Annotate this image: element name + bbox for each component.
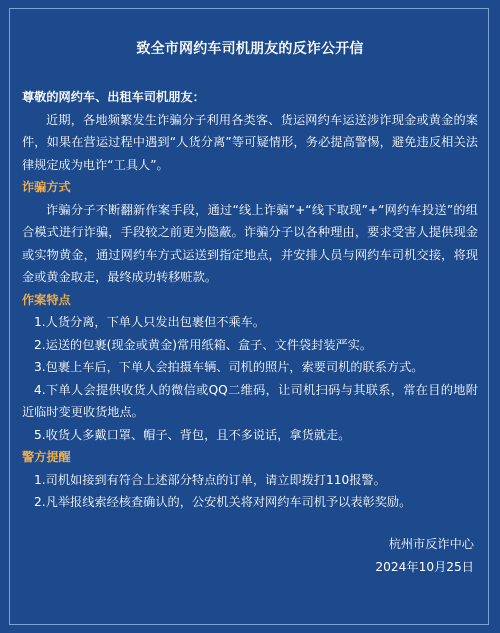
signature-org: 杭州市反诈中心 (388, 537, 474, 551)
reminder-item: 2.凡举报线索经核查确认的，公安机关将对网约车司机予以表彰奖励。 (34, 495, 412, 509)
letter-body (22, 86, 478, 514)
page-title: 致全市网约车司机朋友的反诈公开信 (136, 41, 364, 57)
feature-item: 3.包裹上车后，下单人会拍摄车辆、司机的照片，索要司机的联系方式。 (34, 360, 424, 374)
greeting: 尊敬的网约车、出租车司机朋友： (22, 90, 205, 104)
reminder-item: 1.司机如接到有符合上述部分特点的订单，请立即拨打110报警。 (34, 472, 386, 487)
section-heading-crime-features: 作案特点 (22, 292, 71, 307)
feature-item: 1.人货分离，下单人只发出包裹但不乘车。 (34, 315, 266, 329)
intro-paragraph: 近期，各地频繁发生诈骗分子利用各类客、货运网约车运送涉诈现金或黄金的案件，如果在营运过程中遇到“人货分离”等可疑情形，务必提高警惕，避免违反相关法律规定成为电诈“工具人”。 (22, 112, 478, 172)
feature-item: 5.收货人多戴口罩、帽子、背包，且不多说话，拿货就走。 (34, 427, 351, 442)
signature-block (375, 533, 474, 579)
fraud-method-paragraph: 诈骗分子不断翻新作案手段，通过“线上诈骗”+“线下取现”+“网约车投送”的组合模式进行诈骗，手段较之前更为隐蔽。诈骗分子以各种理由，要求受害人提供现金或实物黄金，通过网约车方式运送到指定地点，并安排人员与网约车司机交接，将现金或黄金取走，最终成功转移赃款。 (22, 202, 478, 284)
section-heading-fraud-method: 诈骗方式 (22, 180, 71, 194)
signature-date: 2024年10月25日 (375, 560, 474, 574)
feature-item: 4.下单人会提供收货人的微信或QQ二维码，让司机扫码与其联系，常在目的地附近临时变更收货地点。 (22, 382, 478, 419)
section-heading-police-reminder: 警方提醒 (22, 450, 71, 464)
feature-item: 2.运送的包裹(现金或黄金)常用纸箱、盒子、文件袋封装严实。 (34, 337, 373, 352)
